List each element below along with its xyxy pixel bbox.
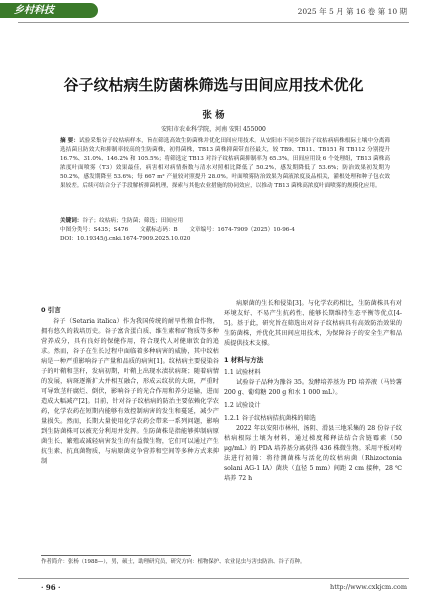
footnote-divider <box>41 555 191 556</box>
footer-divider <box>18 578 409 579</box>
journal-header <box>0 0 427 20</box>
body-column-left <box>41 299 219 467</box>
article-title: 谷子纹枯病生防菌株筛选与田间应用技术优化 <box>63 76 364 94</box>
section-heading: 1.2 试验设计 <box>224 402 261 409</box>
keywords-label: 关键词： <box>60 218 83 224</box>
article-meta <box>60 226 390 235</box>
body-paragraph: 试验谷子品种为豫谷 35。发酵培养基为 PD 培养液（马铃薯 200 g、葡萄糖 200 g 和水 1 000 mL）。 <box>224 379 402 396</box>
abstract-text: 试验采集谷子纹枯病样本，旨在筛选高效生防菌株并优化田间应用技术。从安阳市不同乡镇谷子纹枯病病株根际土壤中分离筛选拮菌且防效大和抑制率较高的生防菌株，初得菌株，TB13 菌株抑菌带直径最大，较 TB9、TB11、TB151 和 TB112 分别提升 16.7%、31.0%、146.2% 和 105.5%；将筛选定 TB13 对谷子纹枯病菌抑制率为 65.3%。田间应用设 6 个处理组，TB13 菌株高浓度叶面喷雾（T3）效果最佳，病害相对病情指数与清水对照相比降低了 50.2%，感发期降低了 53.6%；防治效果初发期为 50.2%，感发期降至 53.6%；每 667 m² 产量较对照提升 28.0%。叶面喷雾防治效果为菌液浓度及品相关，灌根处理和种子包衣效果较差。后续可结合分子手段解析抑菌机理，探索与其他农业措施的协同效应，以推动 TB13 菌株高浓度叶面喷雾的规模化应用。 <box>60 138 390 189</box>
body-column-right <box>224 299 402 484</box>
document-code: 文献标志码：B <box>139 227 178 233</box>
body-paragraph: 谷子（Setaria italica）作为我国传统的耐旱性粮食作物，拥有悠久的栽培历史。谷子富含蛋白质、维生素和矿物质等多种营养成分，具有良好的保健作用，符合现代人对健康饮食的追求。然而，谷子在生长过程中面临着多种病害的威胁，其中纹枯病是一种严重影响谷子产量和品质的病害[1]。纹枯病主要侵染谷子的叶鞘和茎秆，发病初期，叶鞘上出现水渍状病斑；随着病情的发展，病斑逐渐扩大并相互融合，形成云纹状的大斑，严重时可导致茎秆腐烂、倒伏，影响谷子的光合作用和养分运输，进而造成大幅减产[2]。目前，针对谷子纹枯病的防治主要依赖化学农药，化学农药在短期内能够有效控制病害的发生和蔓延，减少产量损失。然而，长期大量使用化学农药会带来一系列问题，影响到生防菌株可以被充分利用并发挥。生防菌株是指能够抑制病原菌生长、繁殖或减轻病害发生的有益微生物，它们可以通过产生抗生素、抗真菌物质，与病原菌竞争营养和空间等多种方式来抑制 <box>41 318 219 465</box>
journal-logo: 乡村科技 <box>0 3 98 18</box>
section-heading: 1 材料与方法 <box>224 356 264 364</box>
article-author: 张 杨 <box>202 110 225 121</box>
section-heading: 1.1 试验材料 <box>224 369 261 376</box>
journal-url: http://www.cxkjcm.com <box>330 583 407 591</box>
keywords <box>60 217 390 226</box>
body-paragraph: 2022 年以安阳市林州、汤阴、滑县三地采集的 28 份谷子纹枯病根际土壤为材料，通过梯度稀释法结合含链霉素（50 μg/mL）的 PDA 培养基分离获得 436 株微生物。采用平板对峙法进行初筛：将待测菌株与活化的纹枯病菌（Rhizoctonia solani AG-1 IA）菌块（直径 5 mm）间距 2 cm 接种，28 ℃ 培养 72 h <box>224 425 402 482</box>
doi: DOI：10.19345/j.cnki.1674-7909.2025.10.020 <box>60 236 191 242</box>
abstract <box>60 137 390 191</box>
section-heading: 0 引言 <box>41 306 61 314</box>
issue-info: 2025 年 5 月 第 16 卷 第 10 期 <box>297 7 407 16</box>
keywords-text: 谷子；纹枯病；生防菌；筛选；田间应用 <box>82 218 184 224</box>
abstract-label: 摘 要： <box>60 138 79 144</box>
section-heading: 1.2.1 谷子纹枯病拮抗菌株的筛选 <box>224 415 316 422</box>
article-number: 文章编号：1674-7909（2025）10-96-4 <box>189 227 295 233</box>
header-divider <box>18 22 409 23</box>
author-note: 作者简介：张杨（1988—），男，硕士，助理研究员，研究方向：植物保护、农业昆虫与害虫防治、谷子育种。 <box>41 559 306 565</box>
clc-number: 中图分类号：S435；S476 <box>60 227 129 233</box>
author-affiliation: 安阳市农业科学院，河南 安阳 455000 <box>161 126 266 133</box>
page-number: · 96 · <box>41 583 61 592</box>
body-paragraph: 病原菌的生长和侵染[3]。与化学农药相比，生防菌株具有对环境友好、不易产生抗药性、能够长期维持生态平衡等优点[4-5]。基于此，研究旨在筛选出对谷子纹枯病具有高效防治效果的生防菌株，并优化其田间应用技术，为保障谷子的安全生产和品质提供技术支撑。 <box>224 300 402 347</box>
